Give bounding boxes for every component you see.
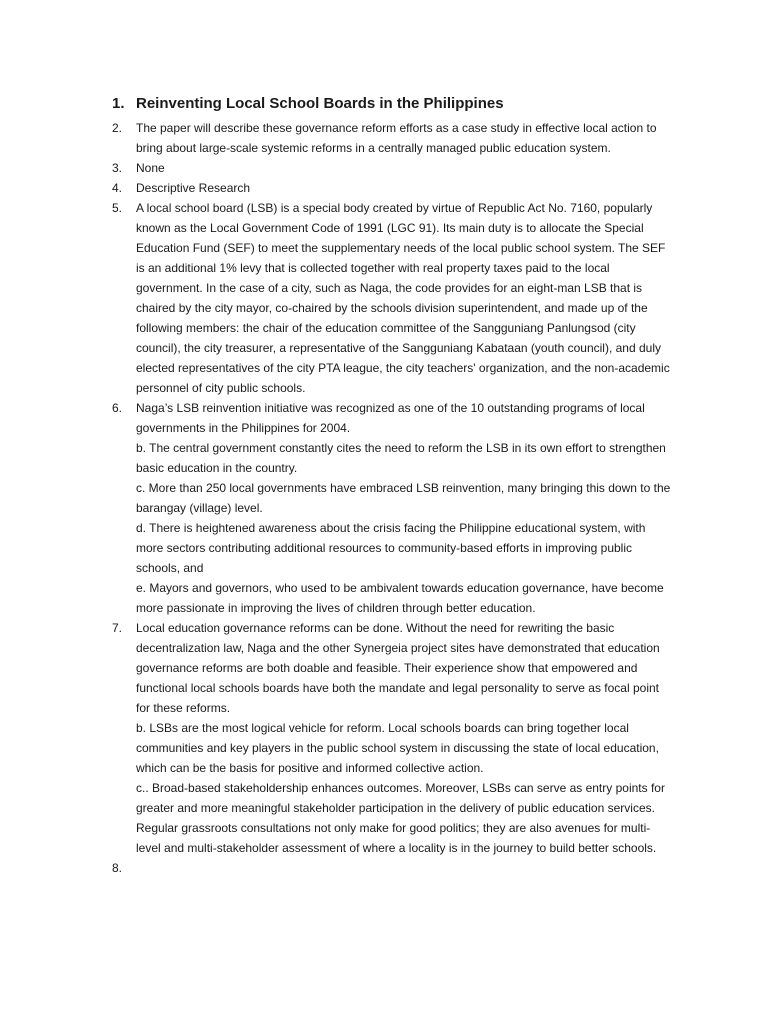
item-number: 6. — [112, 401, 123, 415]
paragraph: b. The central government constantly cites the need to reform the LSB in its own effort to strengthen basic education in the country. — [136, 441, 666, 475]
item-number: 1. — [112, 95, 125, 112]
paragraph: A local school board (LSB) is a special body created by virtue of Republic Act No. 7160, popularly known as the Local Government Code of 1991 (LGC 91). Its main duty is to allocate the Special Education Fund (SEF) to meet the supplementary needs of the local public school system. The SEF is an additional 1% levy that is collected together with real property taxes paid to the local government. In the case of a city, such as Naga, the code provides for an eight-man LSB that is chaired by the city mayor, co-chaired by the schools division superintendent, and made up of the following members: the chair of the education committee of the Sangguniang Panlungsod (city council), the city treasurer, a representative of the Sangguniang Kabataan (youth council), and duly elected representatives of the city PTA league, the city teachers' organization, and the non-academic personnel of city public schools. — [136, 201, 670, 395]
item-number: 8. — [112, 861, 123, 875]
list-item — [112, 618, 672, 858]
paragraph: c.. Broad-based stakeholdership enhances outcomes. Moreover, LSBs can serve as entry points for greater and more meaningful stakeholder participation in the delivery of public education services. Regular grassroots consultations not only make for good politics; they are also avenues for multi-level and multi-stakeholder assessment of where a locality is in the journey to build better schools. — [136, 781, 665, 855]
item-body — [136, 198, 672, 398]
document-title: Reinventing Local School Boards in the Philippines — [136, 95, 504, 112]
list-item — [112, 178, 672, 198]
item-number: 2. — [112, 121, 123, 135]
item-body — [136, 178, 672, 198]
item-body — [136, 618, 672, 858]
item-body — [136, 158, 672, 178]
item-body — [136, 398, 672, 618]
paragraph: None — [136, 161, 165, 175]
item-number: 3. — [112, 161, 123, 175]
paragraph: Naga’s LSB reinvention initiative was recognized as one of the 10 outstanding programs of local governments in the Philippines for 2004. — [136, 401, 645, 435]
paragraph: e. Mayors and governors, who used to be ambivalent towards education governance, have become more passionate in improving the lives of children through better education. — [136, 581, 664, 615]
item-body — [136, 93, 672, 115]
paragraph: b. LSBs are the most logical vehicle for reform. Local schools boards can bring together local communities and key players in the public school system in discussing the state of local education, which can be the basis for positive and informed collective action. — [136, 721, 659, 775]
paragraph: Descriptive Research — [136, 181, 251, 195]
paragraph: The paper will describe these governance reform efforts as a case study in effective local action to bring about large-scale systemic reforms in a centrally managed public education system. — [136, 121, 657, 155]
list-item — [112, 118, 672, 158]
item-number: 7. — [112, 621, 123, 635]
item-body — [136, 118, 672, 158]
item-number: 4. — [112, 181, 123, 195]
paragraph: Local education governance reforms can be done. Without the need for rewriting the basic decentralization law, Naga and the other Synergeia project sites have demonstrated that education governance reforms are both doable and feasible. Their experience show that empowered and functional local schools boards have both the mandate and legal personality to serve as focal point for these reforms. — [136, 621, 660, 715]
list-item — [112, 198, 672, 398]
list-item — [112, 158, 672, 178]
list-item — [112, 858, 672, 878]
numbered-list — [112, 93, 672, 878]
item-number: 5. — [112, 201, 123, 215]
paragraph: c. More than 250 local governments have embraced LSB reinvention, many bringing this down to the barangay (village) level. — [136, 481, 671, 515]
paragraph: d. There is heightened awareness about the crisis facing the Philippine educational system, with more sectors contributing additional resources to community-based efforts in improving public schools, and — [136, 521, 646, 575]
list-item — [112, 398, 672, 618]
list-item-title — [112, 93, 672, 115]
